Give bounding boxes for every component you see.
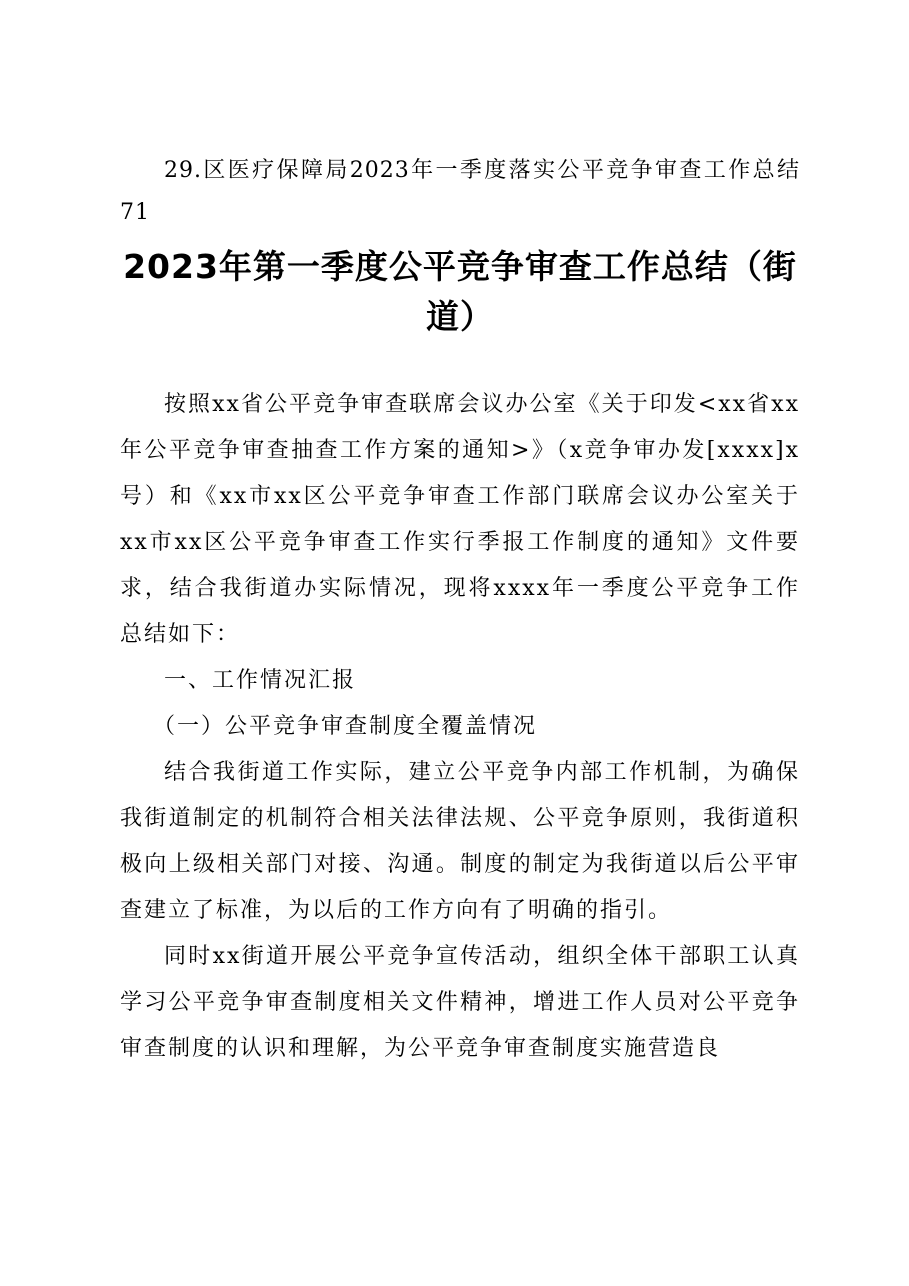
section-heading-1: 一、工作情况汇报 [164, 668, 357, 693]
body-paragraph-1: 结合我街道工作实际，建立公平竞争内部工作机制，为确保我街道制定的机制符合相关法律法规、公平竞争原则，我街道积极向上级相关部门对接、沟通。制度的制定为我街道以后公平审查建立了标准，为以后的工作方向有了明确的指引。 [120, 760, 800, 923]
toc-entry[interactable]: 29.区医疗保障局2023年一季度落实公平竞争审查工作总结 71 [120, 158, 800, 225]
document-content [120, 150, 800, 1072]
document-title: 2023年第一季度公平竞争审查工作总结（街道） [123, 247, 797, 336]
subsection-heading-1: （一）公平竞争审查制度全覆盖情况 [153, 714, 538, 739]
body-paragraph-2: 同时xx街道开展公平竞争宣传活动，组织全体干部职工认真学习公平竞争审查制度相关文件精神，增进工作人员对公平竞争审查制度的认识和理解，为公平竞争审查制度实施营造良 [120, 944, 800, 1061]
intro-paragraph: 按照xx省公平竞争审查联席会议办公室《关于印发<xx省xx年公平竞争审查抽查工作方案的通知>》（x竞争审办发[xxxx]x号）和《xx市xx区公平竞争审查工作部门联席会议办公室关于xx市xx区公平竞争审查工作实行季报工作制度的通知》文件要求，结合我街道办实际情况，现将xxxx年一季度公平竞争工作总结如下： [120, 392, 800, 647]
